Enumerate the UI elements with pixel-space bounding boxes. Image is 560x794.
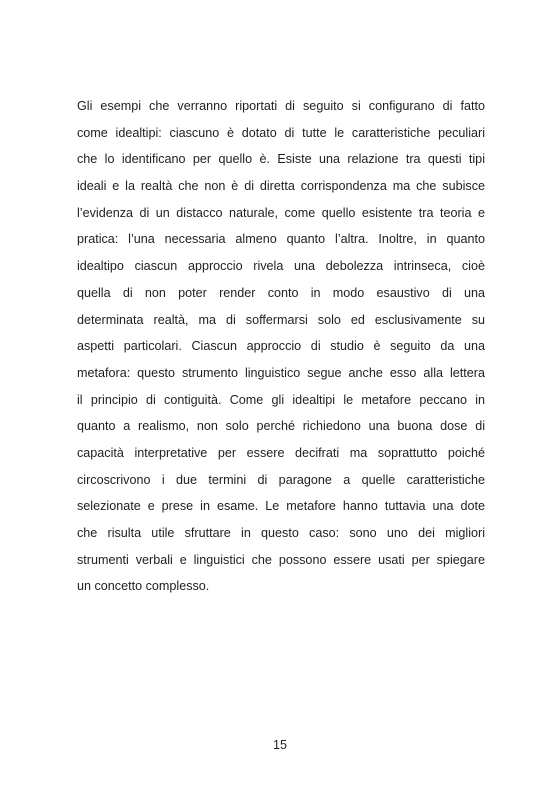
paragraph-line-9: determinata realtà, ma di soffermarsi solo ed esclusivamente su [77, 312, 485, 327]
paragraph-line-7: idealtipo ciascun approccio rivela una debolezza intrinseca, cioè [77, 259, 485, 274]
paragraph-line-6: pratica: l’una necessaria almeno quanto l’altra. Inoltre, in quanto [77, 232, 485, 247]
paragraph-line-4: ideali e la realtà che non è di diretta corrispondenza ma che subisce [77, 179, 485, 194]
paragraph-line-5: l’evidenza di un distacco naturale, come quello esistente tra teoria e [77, 205, 485, 220]
paragraph-line-11: metafora: questo strumento linguistico segue anche esso alla lettera [77, 365, 485, 380]
paragraph-line-16: selezionate e prese in esame. Le metafore hanno tuttavia una dote [77, 499, 485, 514]
page-number: 15 [272, 738, 287, 752]
paragraph-line-15: circoscrivono i due termini di paragone a quelle caratteristiche [77, 472, 485, 487]
body-paragraph [77, 93, 485, 600]
paragraph-line-3: che lo identificano per quello è. Esiste una relazione tra questi tipi [77, 152, 485, 167]
paragraph-line-10: aspetti particolari. Ciascun approccio di studio è seguito da una [77, 339, 485, 354]
paragraph-line-14: capacità interpretative per essere decifrati ma soprattutto poiché [77, 445, 485, 460]
paragraph-line-12: il principio di contiguità. Come gli idealtipi le metafore peccano in [77, 392, 485, 407]
paragraph-line-2: come idealtipi: ciascuno è dotato di tutte le caratteristiche peculiari [77, 125, 485, 140]
paragraph-line-17: che risulta utile sfruttare in questo caso: sono uno dei migliori [77, 526, 485, 540]
paragraph-line-19: un concetto complesso. [77, 579, 210, 594]
paragraph-line-13: quanto a realismo, non solo perché richiedono una buona dose di [77, 419, 485, 434]
paragraph-line-18: strumenti verbali e linguistici che possono essere usati per spiegare [77, 552, 485, 567]
paragraph-line-1: Gli esempi che verranno riportati di seguito si configurano di fatto [77, 99, 485, 113]
paragraph-line-8: quella di non poter render conto in modo esaustivo di una [77, 285, 485, 300]
